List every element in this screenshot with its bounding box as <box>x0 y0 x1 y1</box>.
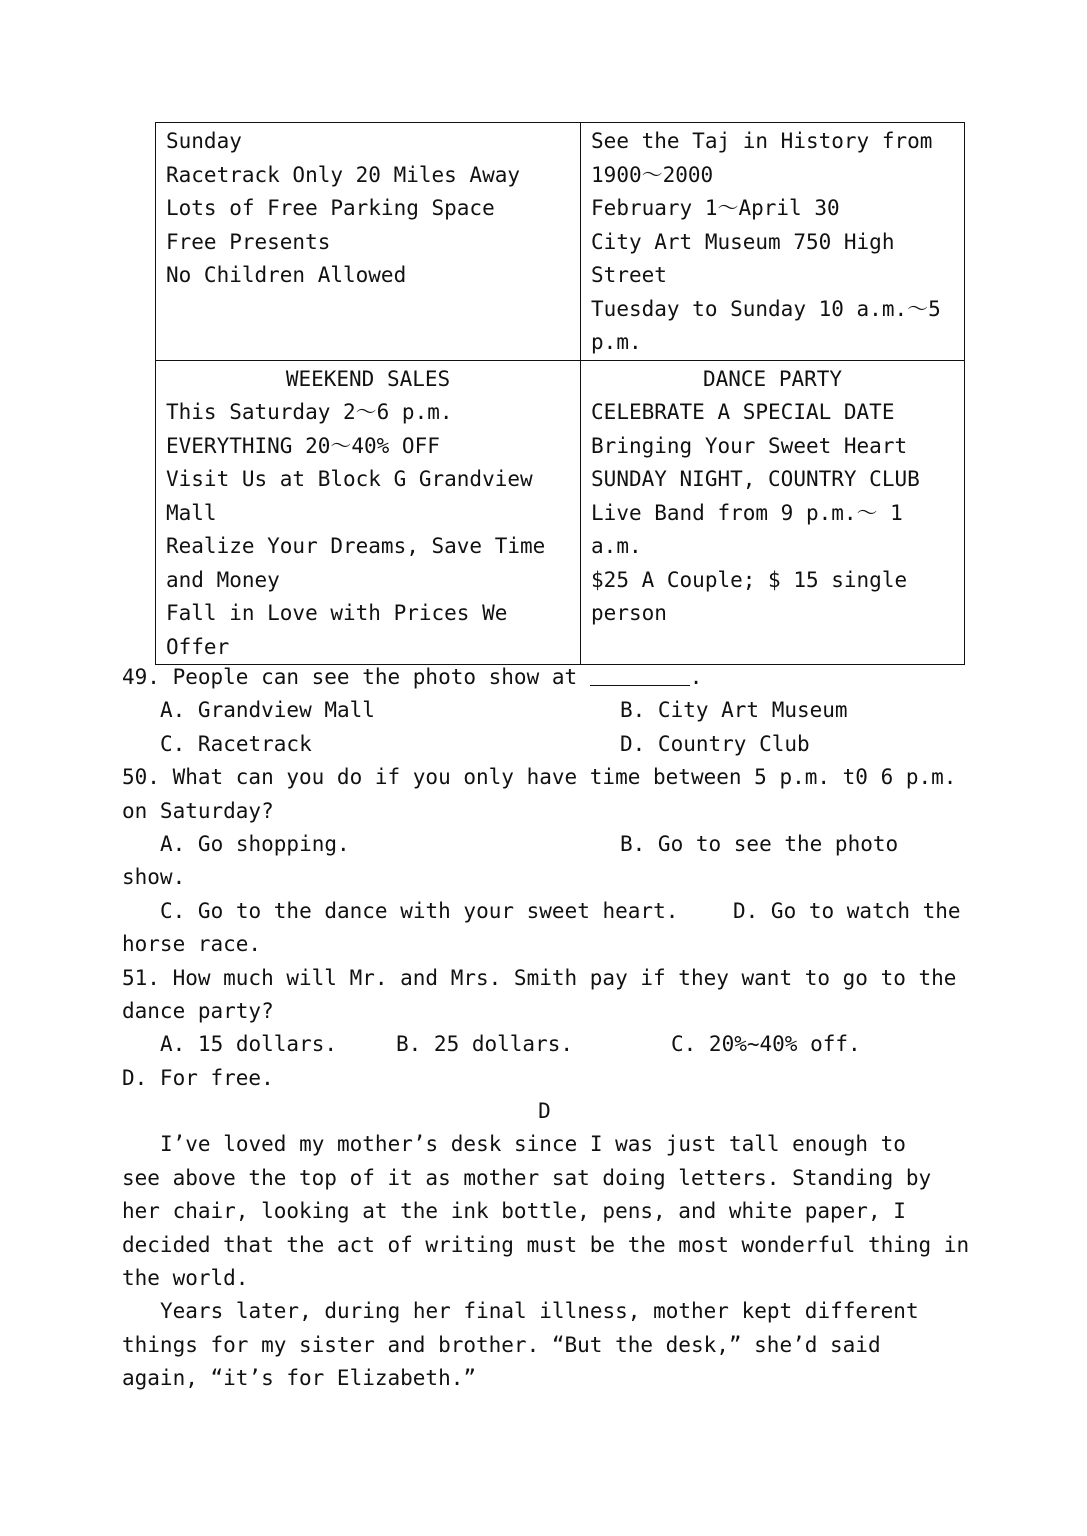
question-51-options-abc <box>122 1028 967 1061</box>
ad-racing-line: No Children Allowed <box>166 263 407 287</box>
ad-photo-line: Tuesday to Sunday 10 a.m.～5 <box>591 296 941 321</box>
answer-blank <box>590 663 690 686</box>
ad-sales-line: EVERYTHING 20～40% OFF <box>166 433 440 458</box>
ad-photo-line: City Art Museum 750 High <box>591 229 895 254</box>
option-a: A. 15 dollars. <box>160 1032 338 1057</box>
ad-racing-line: Free Presents <box>166 229 331 254</box>
option-d: D. Go to watch the <box>733 898 961 923</box>
ad-dance-party <box>581 360 965 665</box>
ad-sales-line: Mall <box>166 500 217 525</box>
ad-sales-line: This Saturday 2～6 p.m. <box>166 400 453 424</box>
passage-line: the world. <box>122 1266 249 1291</box>
option-b-continued: show. <box>122 865 186 890</box>
option-b: B. City Art Museum <box>620 698 848 723</box>
passage-line: decided that the act of writing must be the most wonderful thing in <box>122 1232 970 1257</box>
ad-racing <box>156 123 581 361</box>
question-49-options-cd <box>122 728 967 761</box>
question-50-stem: 50. What can you do if you only have time between 5 p.m. t0 6 p.m. <box>122 765 957 790</box>
option-a: A. Go shopping. <box>160 831 350 856</box>
ad-sales-title: WEEKEND SALES <box>285 366 451 391</box>
question-49-end: . <box>689 665 703 689</box>
option-c: C. Racetrack <box>160 731 312 756</box>
ad-sales-line: Fall in Love with Prices We <box>166 601 508 625</box>
question-51-stem: 51. How much will Mr. and Mrs. Smith pay if they want to go to the <box>122 965 957 990</box>
ad-racing-line: Lots of Free Parking Space <box>166 196 495 220</box>
question-50-options-cd <box>122 895 967 928</box>
question-50-options-ab <box>122 828 967 861</box>
ad-dance-line: Bringing Your Sweet Heart <box>591 433 908 458</box>
ad-dance-line: Live Band from 9 p.m.～ 1 <box>591 500 903 525</box>
ad-photo-show <box>581 123 965 361</box>
ad-dance-line: CELEBRATE A SPECIAL DATE <box>591 400 895 424</box>
ad-weekend-sales <box>156 360 581 665</box>
ad-sales-line: Offer <box>166 634 230 659</box>
ad-racing-line: Racetrack Only 20 Miles Away <box>166 162 521 187</box>
passage-line: Years later, during her final illness, mother kept different <box>160 1299 919 1324</box>
option-b: B. Go to see the photo <box>620 831 899 856</box>
ad-sales-line: Realize Your Dreams, Save Time <box>166 534 546 558</box>
question-49-stem <box>122 661 967 694</box>
ad-sales-line: Visit Us at Block G Grandview <box>166 467 533 491</box>
ad-dance-line: $25 A Couple; $ 15 single <box>591 567 908 592</box>
ad-dance-title: DANCE PARTY <box>702 366 843 391</box>
passage-line: I’ve loved my mother’s desk since I was just tall enough to <box>160 1132 906 1157</box>
ad-dance-line: a.m. <box>591 534 642 558</box>
ad-sales-line: and Money <box>166 567 280 592</box>
ad-photo-line: Street <box>591 263 667 287</box>
passage-line: things for my sister and brother. “But the desk,” she’d said <box>122 1332 881 1357</box>
option-d-continued: horse race. <box>122 932 262 957</box>
option-c: C. 20%~40% off. <box>671 1032 861 1057</box>
ad-racing-line: Sunday <box>166 129 242 153</box>
ad-dance-line: SUNDAY NIGHT, COUNTRY CLUB <box>591 467 920 491</box>
option-c: C. Go to the dance with your sweet heart. <box>160 898 679 923</box>
ad-dance-line: person <box>591 601 667 625</box>
question-49-options-ab <box>122 694 967 727</box>
questions-block <box>122 661 970 1396</box>
option-d: D. For free. <box>122 1065 274 1090</box>
option-a: A. Grandview Mall <box>160 698 375 723</box>
passage-line: see above the top of it as mother sat doing letters. Standing by <box>122 1165 932 1190</box>
passage-line: her chair, looking at the ink bottle, pens, and white paper, I <box>122 1199 906 1224</box>
ad-photo-line: 1900～2000 <box>591 162 714 187</box>
question-50-stem-cont: on Saturday? <box>122 798 274 823</box>
advertisement-table <box>155 122 965 665</box>
passage-line: again, “it’s for Elizabeth.” <box>122 1366 477 1391</box>
ad-photo-line: February 1～April 30 <box>591 196 840 220</box>
question-51-stem-cont: dance party? <box>122 998 274 1023</box>
question-49-text: 49. People can see the photo show at <box>122 665 590 689</box>
passage-heading: D <box>538 1099 551 1124</box>
ad-photo-line: See the Taj in History from <box>591 129 933 153</box>
option-b: B. 25 dollars. <box>396 1032 574 1057</box>
ad-photo-line: p.m. <box>591 330 642 354</box>
option-d: D. Country Club <box>620 731 810 756</box>
